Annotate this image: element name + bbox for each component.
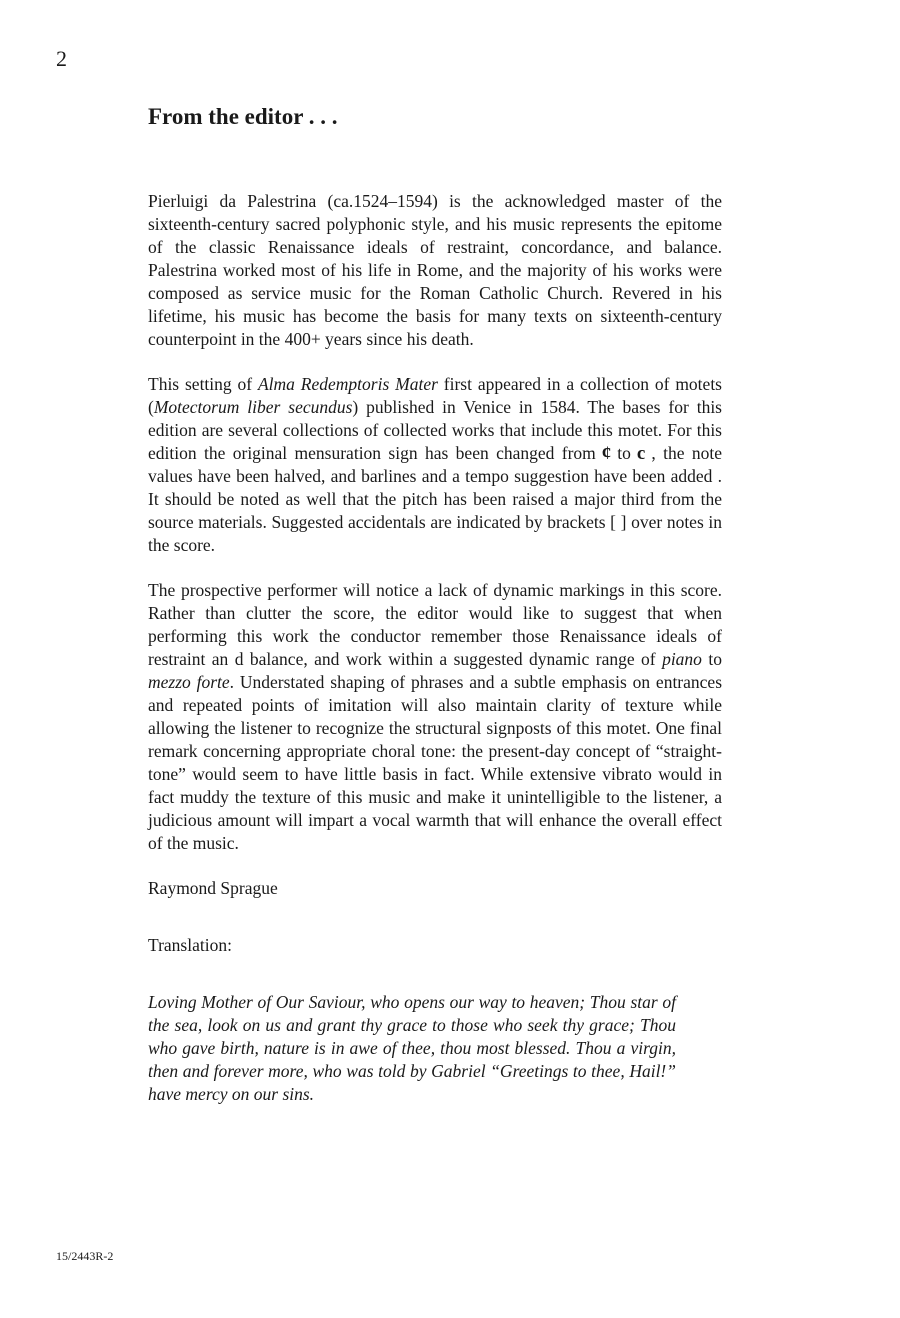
page-title: From the editor . . .	[148, 104, 338, 129]
text: , the note values have been halved, and barlines and a tempo suggestion have been added . It should be noted as well that the pitch has been raised a major third from the source materials. Suggested accidentals are indicated by brackets [ ] over notes in the score.	[148, 443, 722, 555]
editor-signature: Raymond Sprague	[148, 878, 278, 898]
text: to	[617, 443, 631, 463]
text: This setting of	[148, 374, 258, 394]
translation-label: Translation:	[148, 935, 232, 955]
paragraph-performance-notes	[148, 579, 722, 855]
text: The prospective performer will notice a lack of dynamic markings in this score. Rather than clutter the score, the editor would like to suggest that when performing this work the conductor remember those Renaissance ideals of restraint an d balance, and work within a suggested dynamic range of	[148, 580, 722, 669]
motet-title: Alma Redemptoris Mater	[257, 374, 438, 394]
collection-title: Motectorum liber secundus	[153, 397, 353, 417]
text: ) published in Venice in 1584. The bases for this edition are several collections of collected works that include this motet. For this edition the original mensuration sign has been changed from	[148, 397, 722, 463]
paragraph-edition-notes	[148, 373, 722, 557]
text: first appeared in a collection of motets (	[148, 374, 722, 417]
catalog-number: 15/2443R-2	[56, 1249, 114, 1263]
page-number: 2	[56, 46, 67, 71]
translation-text: Loving Mother of Our Saviour, who opens our way to heaven; Thou star of the sea, look on us and grant thy grace to those who seek thy grace; Thou who gave birth, nature is in awe of thee, thou most blessed. Thou a virgin, then and forever more, who was told by Gabriel “Greetings to thee, Hail!” have mercy on our sins.	[148, 992, 676, 1104]
text: to	[701, 649, 722, 669]
cut-time-sign: ¢	[601, 443, 612, 464]
dynamic-piano: piano	[662, 649, 702, 669]
paragraph-biography: Pierluigi da Palestrina (ca.1524–1594) is the acknowledged master of the sixteenth-century sacred polyphonic style, and his music represents the epitome of the classic Renaissance ideals of restraint, concordance, and balance. Palestrina worked most of his life in Rome, and the majority of his works were composed as service music for the Roman Catholic Church. Revered in his lifetime, his music has become the basis for many texts on sixteenth-century counterpoint in the 400+ years since his death.	[148, 191, 722, 349]
dynamic-mezzo-forte: mezzo forte	[148, 672, 230, 692]
editor-notes	[148, 190, 722, 1106]
common-time-sign: c	[636, 443, 646, 464]
text: . Understated shaping of phrases and a subtle emphasis on entrances and repeated points of imitation will also maintain clarity of texture while allowing the listener to recognize the structural signposts of this motet. One final remark concerning appropriate choral tone: the present-day concept of “straight-tone” would seem to have little basis in fact. While extensive vibrato would in fact muddy the texture of this music and make it unintelligible to the listener, a judicious amount will impart a vocal warmth that will enhance the overall effect of the music.	[148, 672, 723, 853]
